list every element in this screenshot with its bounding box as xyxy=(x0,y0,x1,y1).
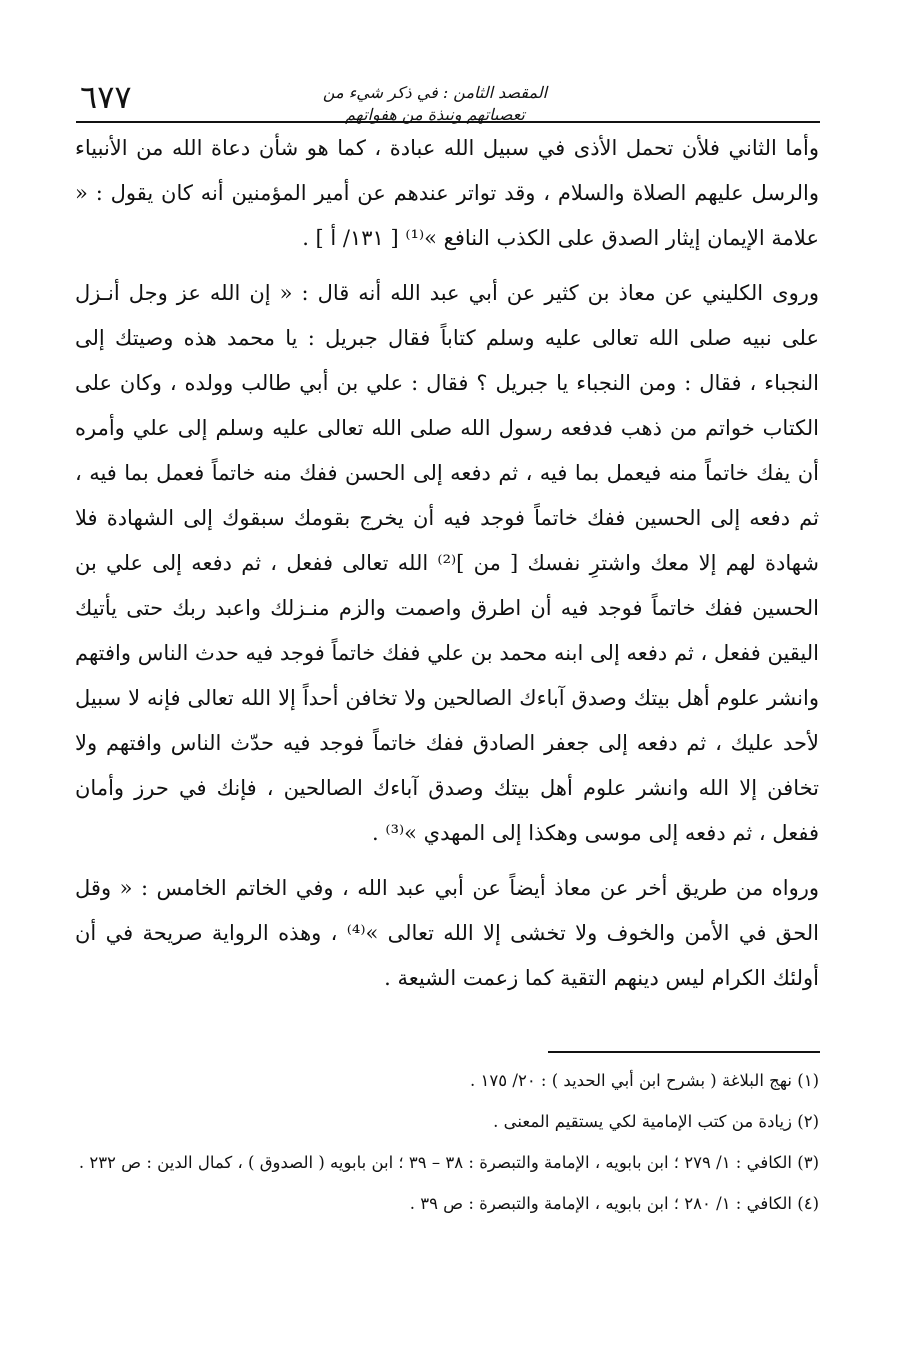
footnote-4: (٤) الكافي : ١/ ٢٨٠ ؛ ابن بابويه ، الإمامة والتبصرة : ص ٣٩ . xyxy=(409,1194,819,1213)
body-text xyxy=(75,126,819,1001)
header-rule xyxy=(76,121,820,123)
footnote-rule xyxy=(548,1051,820,1053)
page-number: ٦٧٧ xyxy=(80,78,132,116)
footnotes xyxy=(75,1066,819,1230)
paragraph-2: وروى الكليني عن معاذ بن كثير عن أبي عبد الله أنه قال : « إن الله عز وجل أنـزل على نبيه صلى الله تعالى عليه وسلم كتاباً فقال جبريل : يا محمد هذه وصيتك إلى النجباء ، فقال : ومن النجباء يا جبريل ؟ فقال : علي بن أبي طالب وولده ، وكان على الكتاب خواتم من ذهب فدفعه رسول الله صلى الله تعالى عليه وسلم إلى علي وأمره أن يفك خاتماً منه فيعمل بما فيه ، ثم دفعه إلى الحسن ففك منه خاتماً فعمل بما فيه ، ثم دفعه إلى الحسين ففك خاتماً فوجد فيه أن يخرج بقومك سبقوك إلى الشهادة فلا شهادة لهم إلا معك واشترِ نفسك [ من ]⁽²⁾ الله تعالى ففعل ، ثم دفعه إلى علي بن الحسين ففك خاتماً فوجد فيه أن اطرق واصمت والزم منـزلك واعبد ربك حتى يأتيك اليقين ففعل ، ثم دفعه إلى ابنه محمد بن علي ففك خاتماً فوجد فيه حدث الناس وافتهم وانشر علوم أهل بيتك وصدق آباءك الصالحين ولا تخافن أحداً إلا الله تعالى فإنه لا سبيل لأحد عليك ، ثم دفعه إلى جعفر الصادق ففك خاتماً فوجد فيه حدّث الناس وافتهم ولا تخافن إلا الله وانشر علوم أهل بيتك وصدق آباءك الصالحين ، فإنك في حرز وأمان ففعل ، ثم دفعه إلى موسى وهكذا إلى المهدي »⁽³⁾ . xyxy=(75,281,820,845)
paragraph-3: ورواه من طريق أخر عن معاذ أيضاً عن أبي عبد الله ، وفي الخاتم الخامس : « وقل الحق في الأمن والخوف ولا تخشى إلا الله تعالى »⁽⁴⁾ ، وهذه الرواية صريحة في أن أولئك الكرام ليس دينهم التقية كما زعمت الشيعة . xyxy=(75,876,820,990)
footnote-2: (٢) زيادة من كتب الإمامية لكي يستقيم المعنى . xyxy=(493,1112,819,1131)
running-head: المقصد الثامن : في ذكر شيء من تعصباتهم ونبذة من هفواتهم xyxy=(322,83,548,124)
footnote-3: (٣) الكافي : ١/ ٢٧٩ ؛ ابن بابويه ، الإمامة والتبصرة : ٣٨ – ٣٩ ؛ ابن بابويه ( الصدوق ) ، كمال الدين : ص ٢٣٢ . xyxy=(78,1153,819,1172)
paragraph-1: وأما الثاني فلأن تحمل الأذى في سبيل الله عبادة ، كما هو شأن دعاة الله من الأنبياء والرسل عليهم الصلاة والسلام ، وقد تواتر عندهم عن أمير المؤمنين أنه كان يقول : « علامة الإيمان إيثار الصدق على الكذب النافع »⁽¹⁾ [ ١٣١/ أ ] . xyxy=(75,136,820,250)
footnote-1: (١) نهج البلاغة ( بشرح ابن أبي الحديد ) : ٢٠/ ١٧٥ . xyxy=(470,1071,819,1090)
